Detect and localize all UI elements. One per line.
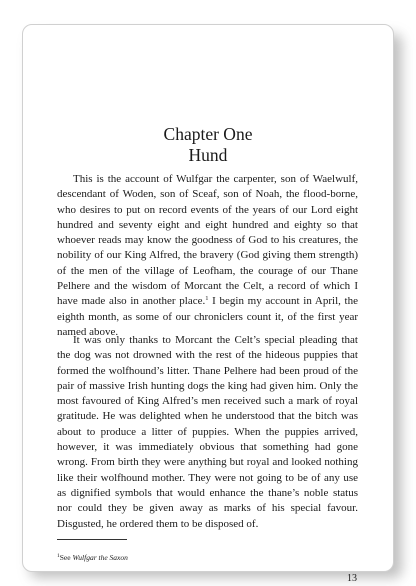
paragraph-2: It was only thanks to Morcant the Celt’s special pleading that the dog was not drowned with the rest of the hideous puppies that formed the wolfhound’s litter. Thane Pelhere had been proud of the pair of massive Irish hunting dogs the king had given him. Only the most favoured of King Alfred’s men received such a mark of royal gratitude. He was delighted when he understood that the bitch was about to produce a litter of puppies. When the puppies arrived, however, it was immediately obvious that something had gone wrong. From birth they were anything but royal and looked nothing like their wolfhound mother. They were not going to be of any use as dignified symbols that would enhance the thane’s noble status nor could they be given away as marks of his special favour. Disgusted, he ordered them to be disposed of. — [57, 334, 358, 530]
paragraph-1 — [57, 172, 358, 340]
chapter-number: Chapter One — [163, 124, 253, 144]
footnote-reference: 1 — [205, 295, 209, 303]
paragraph-1-text: This is the account of Wulfgar the carpenter, son of Waelwulf, descendant of Woden, son of Sceaf, son of Noah, the flood-borne, who desires to put on record events of the years of our Lord eight hundred and seventy eight and eight hundred and eighty so that whoever reads may know the goodness of God to his creatures, the nobility of our King Alfred, the bravery (God giving them strength) of the men of the village of Leofham, the courage of our Thane Pelhere and the wisdom of Morcant the Celt, a record of which I have made also in another place. — [57, 173, 358, 308]
footnote-divider — [57, 539, 127, 540]
page-number: 13 — [347, 573, 357, 584]
footnote — [57, 553, 128, 562]
chapter-title: Hund — [188, 145, 228, 165]
footnote-mark: 1 — [57, 553, 60, 559]
book-page — [22, 24, 394, 584]
footnote-prefix: See — [59, 553, 73, 562]
paragraph-1-continuation: I begin my account in April, the eighth month, as some of our chroniclers count it, of the first year named above. — [57, 295, 358, 338]
footnote-title: Wulfgar the Saxon — [72, 553, 128, 562]
